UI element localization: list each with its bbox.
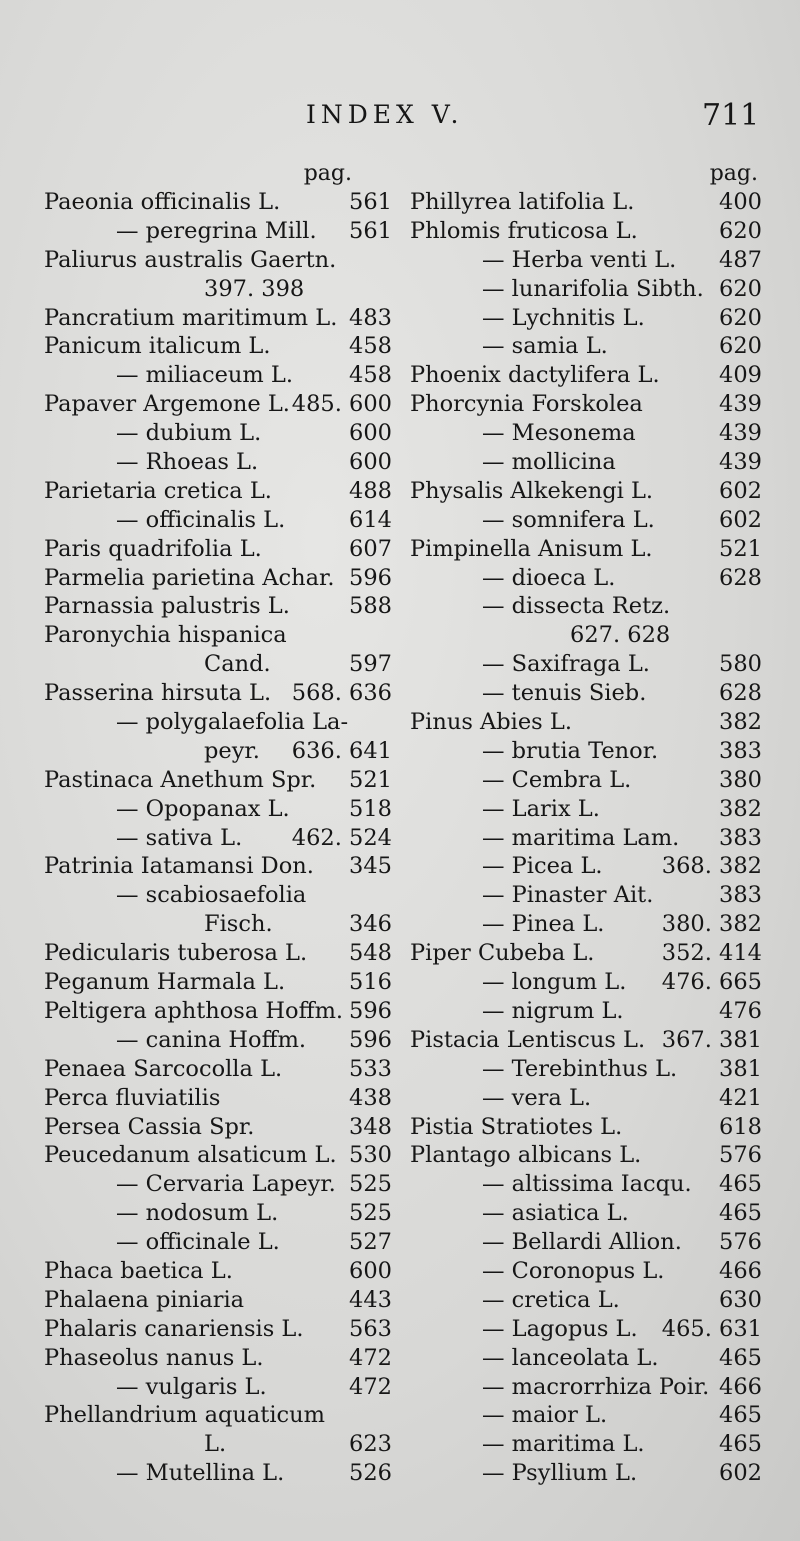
entry-name: — Picea L. bbox=[482, 853, 603, 880]
index-entry bbox=[44, 506, 392, 535]
index-entry bbox=[410, 1026, 762, 1055]
entry-name: L. bbox=[204, 1431, 227, 1458]
index-entry bbox=[410, 332, 762, 361]
entry-page: 636. 641 bbox=[291, 737, 392, 764]
index-entry bbox=[410, 592, 762, 621]
entry-name: — Bellardi Allion. bbox=[482, 1229, 682, 1256]
entry-name: — Saxifraga L. bbox=[482, 651, 650, 678]
index-entry bbox=[410, 506, 762, 535]
index-entry bbox=[410, 910, 762, 939]
entry-page: 465 bbox=[719, 1200, 762, 1227]
entry-page: 526 bbox=[349, 1460, 392, 1487]
entry-name: — Larix L. bbox=[482, 795, 600, 822]
entry-name: — macrorrhiza Poir. bbox=[482, 1373, 710, 1400]
entry-page: 487 bbox=[719, 246, 762, 273]
index-entry bbox=[410, 1373, 762, 1402]
index-entry bbox=[44, 564, 392, 593]
index-entry bbox=[44, 592, 392, 621]
index-entry bbox=[410, 275, 762, 304]
entry-page: 563 bbox=[349, 1315, 392, 1342]
entry-page: 576 bbox=[719, 1142, 762, 1169]
entry-page: 521 bbox=[349, 766, 392, 793]
entry-page: 368. 382 bbox=[661, 853, 762, 880]
entry-page: 600 bbox=[349, 449, 392, 476]
entry-page: 620 bbox=[719, 333, 762, 360]
entry-name: Phaca baetica L. bbox=[44, 1257, 233, 1284]
entry-page: 620 bbox=[719, 304, 762, 331]
entry-name: Perca fluviatilis bbox=[44, 1084, 221, 1111]
entry-name: — officinalis L. bbox=[116, 506, 286, 533]
entry-name: — officinale L. bbox=[116, 1229, 280, 1256]
entry-page: 476 bbox=[719, 997, 762, 1024]
index-entry bbox=[44, 1170, 392, 1199]
entry-name: Pistacia Lentiscus L. bbox=[410, 1026, 646, 1053]
index-entry bbox=[410, 766, 762, 795]
entry-name: Peganum Harmala L. bbox=[44, 969, 286, 996]
index-entry bbox=[44, 419, 392, 448]
entry-name: 627. 628 bbox=[570, 622, 671, 649]
entry-name: — maior L. bbox=[482, 1402, 608, 1429]
index-entry bbox=[410, 477, 762, 506]
entry-name: Phillyrea latifolia L. bbox=[410, 189, 635, 215]
entry-name: — Mutellina L. bbox=[116, 1460, 285, 1487]
entry-page: 465. 631 bbox=[661, 1315, 762, 1342]
entry-page: 485. 600 bbox=[291, 391, 392, 418]
entry-page: 533 bbox=[349, 1055, 392, 1082]
entry-name: Paliurus australis Gaertn. bbox=[44, 246, 337, 273]
index-entry bbox=[44, 1344, 392, 1373]
entry-name: Pistia Stratiotes L. bbox=[410, 1113, 623, 1140]
index-entry bbox=[410, 1113, 762, 1142]
entry-page: 346 bbox=[349, 911, 392, 938]
index-entry bbox=[44, 1084, 392, 1113]
index-entry bbox=[410, 824, 762, 853]
index-entry bbox=[410, 1315, 762, 1344]
index-entry bbox=[44, 621, 392, 650]
index-entry bbox=[44, 910, 392, 939]
index-entry bbox=[410, 246, 762, 275]
index-entry bbox=[44, 766, 392, 795]
entry-page: 465 bbox=[719, 1402, 762, 1429]
index-entry bbox=[410, 390, 762, 419]
entry-name: Physalis Alkekengi L. bbox=[410, 477, 654, 504]
entry-page: 439 bbox=[719, 449, 762, 476]
entry-name: Pancratium maritimum L. bbox=[44, 304, 338, 331]
entry-name: — tenuis Sieb. bbox=[482, 680, 647, 707]
index-entry bbox=[410, 1459, 762, 1488]
entry-page: 409 bbox=[719, 362, 762, 389]
entry-name: — vera L. bbox=[482, 1084, 592, 1111]
entry-page: 588 bbox=[349, 593, 392, 620]
index-entry bbox=[410, 968, 762, 997]
index-entry bbox=[44, 1141, 392, 1170]
index-entry bbox=[44, 1228, 392, 1257]
index-entry bbox=[44, 1401, 392, 1430]
index-entry bbox=[410, 217, 762, 246]
entry-page: 383 bbox=[719, 737, 762, 764]
entry-name: Paeonia officinalis L. bbox=[44, 189, 281, 215]
entry-page: 614 bbox=[349, 506, 392, 533]
index-entry bbox=[410, 795, 762, 824]
entry-page: 618 bbox=[719, 1113, 762, 1140]
index-entry bbox=[44, 1459, 392, 1488]
entry-page: 597 bbox=[349, 651, 392, 678]
entry-page: 527 bbox=[349, 1229, 392, 1256]
entry-page: 628 bbox=[719, 680, 762, 707]
entry-page: 516 bbox=[349, 969, 392, 996]
entry-name: — brutia Tenor. bbox=[482, 737, 659, 764]
entry-page: 521 bbox=[719, 535, 762, 562]
entry-page: 620 bbox=[719, 217, 762, 244]
page-number: 711 bbox=[702, 98, 760, 133]
index-entry bbox=[410, 1430, 762, 1459]
entry-page: 367. 381 bbox=[661, 1026, 762, 1053]
entry-name: Parnassia palustris L. bbox=[44, 593, 290, 620]
index-entry bbox=[44, 1373, 392, 1402]
entry-name: — sativa L. bbox=[116, 824, 243, 851]
entry-name: Paris quadrifolia L. bbox=[44, 535, 262, 562]
entry-name: — polygalaefolia La- bbox=[116, 709, 349, 736]
entry-name: Pinus Abies L. bbox=[410, 709, 572, 736]
entry-page: 576 bbox=[719, 1229, 762, 1256]
entry-page: 525 bbox=[349, 1200, 392, 1227]
entry-name: — peregrina Mill. bbox=[116, 217, 317, 244]
index-column-right bbox=[410, 160, 762, 1510]
index-entry bbox=[44, 448, 392, 477]
page-header bbox=[0, 96, 800, 136]
index-entry bbox=[44, 1113, 392, 1142]
entry-name: Pastinaca Anethum Spr. bbox=[44, 766, 317, 793]
entry-page: 383 bbox=[719, 824, 762, 851]
entry-page: 383 bbox=[719, 882, 762, 909]
index-entry bbox=[410, 708, 762, 737]
index-entry bbox=[410, 1141, 762, 1170]
entry-name: — maritima L. bbox=[482, 1431, 645, 1458]
index-entry bbox=[44, 1430, 392, 1459]
index-entry bbox=[410, 419, 762, 448]
index-entry bbox=[44, 1055, 392, 1084]
entry-name: — cretica L. bbox=[482, 1286, 620, 1313]
entry-page: 352. 414 bbox=[661, 940, 762, 967]
pag-label: pag. bbox=[303, 161, 352, 186]
entry-page: 382 bbox=[719, 709, 762, 736]
entry-name: — altissima Iacqu. bbox=[482, 1171, 692, 1198]
index-entry bbox=[44, 361, 392, 390]
entry-name: — Pinaster Ait. bbox=[482, 882, 654, 909]
entry-page: 596 bbox=[349, 997, 392, 1024]
entry-name: — canina Hoffm. bbox=[116, 1026, 307, 1053]
index-entry bbox=[44, 737, 392, 766]
index-entry bbox=[410, 1286, 762, 1315]
entry-name: — Lagopus L. bbox=[482, 1315, 638, 1342]
entry-page: 630 bbox=[719, 1286, 762, 1313]
entry-name: Penaea Sarcocolla L. bbox=[44, 1055, 283, 1082]
entry-name: — Mesonema bbox=[482, 420, 636, 447]
entry-name: — Cervaria Lapeyr. bbox=[116, 1171, 336, 1198]
entry-name: Piper Cubeba L. bbox=[410, 940, 595, 967]
index-entry bbox=[44, 795, 392, 824]
entry-name: — dubium L. bbox=[116, 420, 262, 447]
index-entry bbox=[410, 361, 762, 390]
index-entry bbox=[410, 304, 762, 333]
entry-name: Persea Cassia Spr. bbox=[44, 1113, 255, 1140]
entry-name: — dissecta Retz. bbox=[482, 593, 671, 620]
entry-page: 600 bbox=[349, 420, 392, 447]
index-entry bbox=[410, 1199, 762, 1228]
index-entry bbox=[44, 679, 392, 708]
entry-name: — Opopanax L. bbox=[116, 795, 290, 822]
entry-name: — vulgaris L. bbox=[116, 1373, 267, 1400]
entry-name: — dioeca L. bbox=[482, 564, 616, 591]
index-entry bbox=[44, 332, 392, 361]
entry-name: — asiatica L. bbox=[482, 1200, 629, 1227]
entry-page: 561 bbox=[349, 217, 392, 244]
index-entry bbox=[410, 852, 762, 881]
index-entry bbox=[44, 304, 392, 333]
index-entry bbox=[44, 708, 392, 737]
entry-name: — lanceolata L. bbox=[482, 1344, 659, 1371]
entry-page: 602 bbox=[719, 477, 762, 504]
entry-page: 380. 382 bbox=[661, 911, 762, 938]
index-entry bbox=[410, 1344, 762, 1373]
index-entry bbox=[410, 997, 762, 1026]
entry-name: — Lychnitis L. bbox=[482, 304, 645, 331]
index-entry bbox=[44, 824, 392, 853]
index-entry bbox=[410, 1084, 762, 1113]
entry-page: 465 bbox=[719, 1344, 762, 1371]
index-entry bbox=[410, 1055, 762, 1084]
index-entry bbox=[410, 188, 762, 217]
index-entry bbox=[44, 477, 392, 506]
entry-page: 439 bbox=[719, 420, 762, 447]
entry-page: 466 bbox=[719, 1373, 762, 1400]
index-entries bbox=[410, 188, 762, 1488]
entry-name: Phalaris canariensis L. bbox=[44, 1315, 304, 1342]
index-entry bbox=[410, 621, 762, 650]
entry-name: Phellandrium aquaticum bbox=[44, 1402, 325, 1429]
entry-page: 472 bbox=[349, 1373, 392, 1400]
entry-name: Paronychia hispanica bbox=[44, 622, 287, 649]
entry-name: Papaver Argemone L. bbox=[44, 391, 290, 418]
entry-name: Phaseolus nanus L. bbox=[44, 1344, 264, 1371]
entry-name: — Herba venti L. bbox=[482, 246, 677, 273]
entry-name: Peucedanum alsaticum L. bbox=[44, 1142, 337, 1169]
entry-name: — samia L. bbox=[482, 333, 608, 360]
entry-page: 439 bbox=[719, 391, 762, 418]
index-entry bbox=[410, 679, 762, 708]
entry-page: 596 bbox=[349, 564, 392, 591]
entry-page: 530 bbox=[349, 1142, 392, 1169]
index-entry bbox=[44, 939, 392, 968]
entry-page: 602 bbox=[719, 506, 762, 533]
index-entries bbox=[44, 188, 392, 1488]
entry-name: — miliaceum L. bbox=[116, 362, 293, 389]
index-entry bbox=[410, 1170, 762, 1199]
entry-page: 465 bbox=[719, 1431, 762, 1458]
entry-page: 525 bbox=[349, 1171, 392, 1198]
entry-name: 397. 398 bbox=[204, 275, 305, 302]
index-entry bbox=[44, 188, 392, 217]
index-entry bbox=[44, 246, 392, 275]
entry-name: — somnifera L. bbox=[482, 506, 655, 533]
entry-page: 620 bbox=[719, 275, 762, 302]
entry-page: 600 bbox=[349, 1257, 392, 1284]
entry-name: — nodosum L. bbox=[116, 1200, 279, 1227]
entry-page: 382 bbox=[719, 795, 762, 822]
entry-page: 348 bbox=[349, 1113, 392, 1140]
index-entry bbox=[410, 1228, 762, 1257]
index-entry bbox=[44, 1026, 392, 1055]
entry-page: 421 bbox=[719, 1084, 762, 1111]
index-entry bbox=[410, 939, 762, 968]
entry-page: 628 bbox=[719, 564, 762, 591]
entry-page: 380 bbox=[719, 766, 762, 793]
entry-name: Parietaria cretica L. bbox=[44, 477, 272, 504]
entry-page: 466 bbox=[719, 1257, 762, 1284]
entry-page: 465 bbox=[719, 1171, 762, 1198]
index-entry bbox=[44, 275, 392, 304]
index-entry bbox=[410, 881, 762, 910]
entry-name: — scabiosaefolia bbox=[116, 882, 307, 909]
index-entry bbox=[44, 852, 392, 881]
entry-page: 438 bbox=[349, 1084, 392, 1111]
index-entry bbox=[410, 535, 762, 564]
entry-page: 472 bbox=[349, 1344, 392, 1371]
index-entry bbox=[44, 535, 392, 564]
index-entry bbox=[44, 1199, 392, 1228]
page-title: INDEX V. bbox=[306, 100, 464, 129]
entry-name: — longum L. bbox=[482, 969, 627, 996]
entry-name: Pedicularis tuberosa L. bbox=[44, 940, 308, 967]
entry-page: 518 bbox=[349, 795, 392, 822]
entry-name: — Psyllium L. bbox=[482, 1460, 638, 1487]
entry-page: 483 bbox=[349, 304, 392, 331]
entry-name: Phlomis fruticosa L. bbox=[410, 217, 638, 244]
entry-page: 458 bbox=[349, 362, 392, 389]
entry-name: Peltigera aphthosa Hoffm. bbox=[44, 997, 344, 1024]
entry-name: — Cembra L. bbox=[482, 766, 632, 793]
entry-page: 400 bbox=[719, 189, 762, 215]
entry-name: Cand. bbox=[204, 651, 271, 678]
entry-name: Passerina hirsuta L. bbox=[44, 680, 272, 707]
index-entry bbox=[410, 448, 762, 477]
index-entry bbox=[410, 737, 762, 766]
index-entry bbox=[44, 881, 392, 910]
entry-page: 596 bbox=[349, 1026, 392, 1053]
entry-page: 476. 665 bbox=[661, 969, 762, 996]
entry-page: 568. 636 bbox=[291, 680, 392, 707]
entry-page: 488 bbox=[349, 477, 392, 504]
index-entry bbox=[44, 1286, 392, 1315]
entry-name: — Rhoeas L. bbox=[116, 449, 259, 476]
entry-page: 458 bbox=[349, 333, 392, 360]
entry-name: — Coronopus L. bbox=[482, 1257, 665, 1284]
index-entry bbox=[410, 1401, 762, 1430]
index-entry bbox=[44, 650, 392, 679]
entry-page: 548 bbox=[349, 940, 392, 967]
entry-page: 381 bbox=[719, 1055, 762, 1082]
entry-name: Patrinia Iatamansi Don. bbox=[44, 853, 314, 880]
entry-name: Phoenix dactylifera L. bbox=[410, 362, 660, 389]
entry-page: 345 bbox=[349, 853, 392, 880]
index-entry bbox=[410, 564, 762, 593]
entry-name: Phalaena piniaria bbox=[44, 1286, 245, 1313]
entry-name: — Pinea L. bbox=[482, 911, 605, 938]
index-column-left bbox=[44, 160, 392, 1510]
entry-page: 443 bbox=[349, 1286, 392, 1313]
entry-name: Pimpinella Anisum L. bbox=[410, 535, 653, 562]
entry-name: Plantago albicans L. bbox=[410, 1142, 642, 1169]
entry-name: — Terebinthus L. bbox=[482, 1055, 678, 1082]
index-entry bbox=[44, 1315, 392, 1344]
entry-name: Phorcynia Forskolea bbox=[410, 391, 643, 418]
entry-name: — lunarifolia Sibth. bbox=[482, 275, 704, 302]
entry-name: — nigrum L. bbox=[482, 997, 624, 1024]
entry-page: 607 bbox=[349, 535, 392, 562]
entry-page: 462. 524 bbox=[291, 824, 392, 851]
entry-name: Fisch. bbox=[204, 911, 273, 938]
index-entry bbox=[410, 1257, 762, 1286]
entry-name: — maritima Lam. bbox=[482, 824, 680, 851]
entry-name: Parmelia parietina Achar. bbox=[44, 564, 335, 591]
index-entry bbox=[44, 1257, 392, 1286]
entry-name: Panicum italicum L. bbox=[44, 333, 271, 360]
entry-name: peyr. bbox=[204, 737, 260, 764]
entry-page: 623 bbox=[349, 1431, 392, 1458]
entry-page: 561 bbox=[349, 189, 392, 215]
entry-page: 580 bbox=[719, 651, 762, 678]
entry-name: — mollicina bbox=[482, 449, 616, 476]
entry-page: 602 bbox=[719, 1460, 762, 1487]
index-entry bbox=[44, 997, 392, 1026]
index-entry bbox=[44, 217, 392, 246]
index-entry bbox=[44, 968, 392, 997]
index-entry bbox=[44, 390, 392, 419]
pag-label: pag. bbox=[709, 161, 758, 186]
index-entry bbox=[410, 650, 762, 679]
